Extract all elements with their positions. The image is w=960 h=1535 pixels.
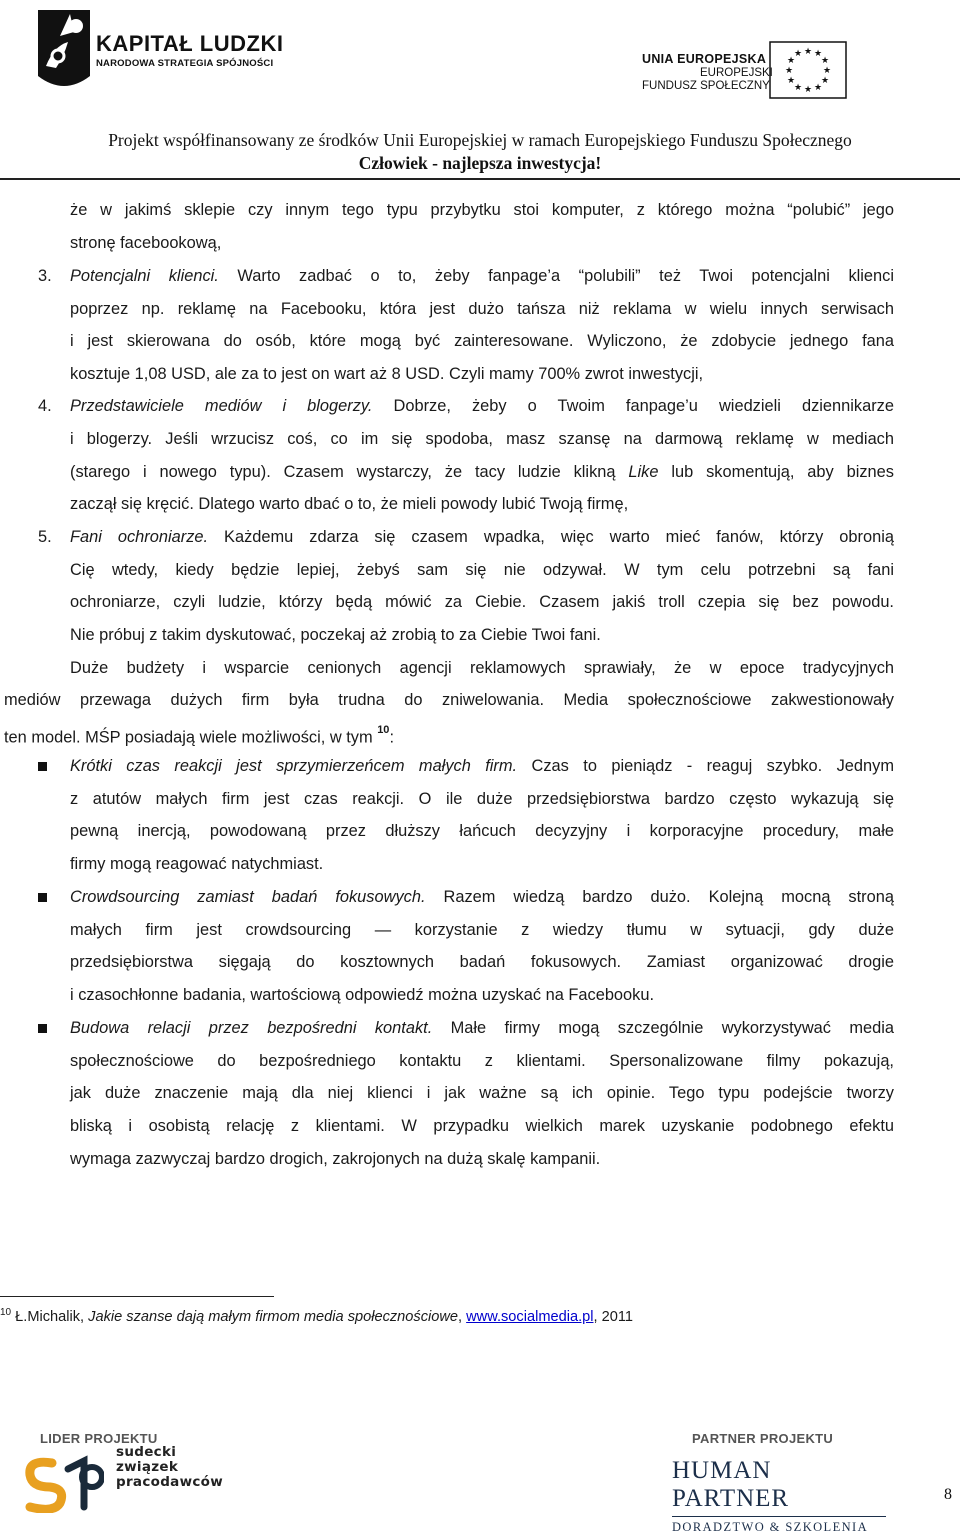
eu-line-1: UNIA EUROPEJSKA [642, 52, 767, 66]
project-slogan: Człowiek - najlepsza inwestycja! [358, 153, 602, 173]
bullet-1-line [70, 756, 894, 776]
paragraph-line: Duże budżety i wsparcie cenionych agencji reklamowych sprawiały, że w epoce tradycyjnych [70, 659, 894, 677]
kapital-ludzki-title: KAPITAŁ LUDZKI [96, 31, 284, 56]
paragraph-line: mediów przewaga dużych firm była trudna do zniwelowania. Media społecznościowe zakwestionowały [4, 691, 894, 709]
text-line: z atutów małych firm jest czas reakcji. O ile duże przedsiębiorstwa bardzo często wykazują się [70, 790, 894, 808]
kapital-ludzki-subtitle: NARODOWA STRATEGIA SPÓJNOŚCI [96, 58, 274, 69]
list-item-text: Warto zadbać o to, żeby fanpage’a “polubili” też Twoi potencjalni klienci [218, 267, 894, 285]
human-partner-rule [672, 1516, 886, 1517]
text-line: wymaga zazwyczaj bardzo drogich, zakrojonych na dużą skalę kampanii. [70, 1150, 601, 1168]
paragraph-line-with-footnote [4, 723, 394, 747]
page-number: 8 [944, 1486, 952, 1503]
page-header [0, 0, 960, 180]
text-line: poprzez np. reklamę na Facebooku, która jest dużo tańsza niż reklama w wielu innych serwisach [70, 300, 894, 318]
list-item-3-line [70, 266, 894, 286]
eu-stars-icon [768, 40, 848, 100]
text-line: i blogerzy. Jeśli wrzucisz coś, co im się spodoba, masz szansę na darmową reklamę w mediach [70, 430, 894, 448]
svg-text:★: ★ [793, 83, 803, 93]
text-line: firmy mogą reagować natychmiast. [70, 855, 324, 873]
list-number: 3. [38, 267, 52, 285]
text-line-with-italic [70, 462, 894, 482]
text-line: małych firm jest crowdsourcing — korzystanie z wiedzy tłumu w sytuacji, gdy duże [70, 921, 894, 939]
svg-text:★: ★ [822, 66, 832, 76]
svg-text:★: ★ [813, 49, 823, 59]
list-item-heading: Fani ochroniarze. [70, 528, 209, 546]
list-item-heading: Przedstawiciele mediów i blogerzy. [70, 397, 373, 415]
svg-text:★: ★ [786, 76, 796, 86]
square-bullet-icon [38, 893, 47, 902]
human-partner-subtitle: DORADZTWO & SZKOLENIA [672, 1520, 869, 1534]
text-line: że w jakimś sklepie czy innym tego typu przybytku stoi komputer, z którego można “polubić” jego [70, 201, 894, 219]
list-item-4-line [70, 396, 894, 416]
footnote-title: Jakie szanse dają małym firmom media społecznościowe [88, 1309, 459, 1325]
svg-text:★: ★ [820, 76, 830, 86]
bullet-text: Razem wiedzą bardzo dużo. Kolejną mocną stroną [425, 888, 894, 906]
text-line: stronę facebookową, [70, 234, 222, 252]
list-number: 5. [38, 528, 52, 546]
text-span: : [389, 728, 394, 747]
text-line: zaczął się kręcić. Dlatego warto dbać o to, że mieli powody lubić Twoją firmę, [70, 495, 629, 513]
text-line: ochroniarze, czyli ludzie, którzy będą mówić za Ciebie. Czasem jakiś troll czepia się bez powodu. [70, 593, 894, 611]
text-line: pewną inercją, powodowaną przez dłuższy łańcuch decyzyjny i korporacyjne procedury, małe [70, 822, 894, 840]
bullet-heading: Budowa relacji przez bezpośredni kontakt. [70, 1019, 433, 1037]
svg-text:★: ★ [803, 85, 813, 95]
eu-line-2: EUROPEJSKI [700, 67, 773, 79]
text-line: Cię wtedy, kiedy będzie lepiej, żebyś sam się nie odzywał. W tym celu potrzebni są fani [70, 561, 894, 579]
kapital-ludzki-text [96, 32, 283, 69]
text-line: społecznościowe do bezpośredniego kontaktu z klientami. Spersonalizowane filmy pokazują, [70, 1052, 894, 1070]
list-item-5-line [70, 527, 894, 547]
text-span: (starego i nowego typu). Czasem wystarczy, że tacy ludzie klikną [70, 463, 629, 481]
header-divider [0, 178, 960, 180]
text-span: ten model. MŚP posiadają wiele możliwości, w tym [4, 728, 378, 747]
bullet-heading: Krótki czas reakcji jest sprzymierzeńcem małych firm. [70, 757, 518, 775]
eu-fund-text [642, 52, 773, 93]
bullet-3-line [70, 1018, 894, 1038]
text-line: kosztuje 1,08 USD, ale za to jest on wart aż 8 USD. Czyli mamy 700% zwrot inwestycji, [70, 365, 704, 383]
szp-mark-icon [24, 1455, 104, 1513]
footnote-divider [0, 1296, 274, 1297]
text-span: lub skomentują, aby biznes [658, 463, 894, 481]
text-line: jak duże znaczenie mają dla niej klienci i jak ważne są ich opinie. Tego typu podejście tworzy [70, 1084, 894, 1102]
svg-text:★: ★ [813, 83, 823, 93]
footnote-reference[interactable]: 10 [377, 724, 390, 736]
human-partner-title: HUMAN PARTNER [672, 1457, 790, 1512]
text-line: i jest skierowana do osób, które mogą być zainteresowane. Wyliczono, że zdobycie jednego fana [70, 332, 894, 350]
list-item-text: Dobrze, żeby o Twoim fanpage’u wiedzieli dziennikarze [372, 397, 894, 415]
svg-text:★: ★ [820, 56, 830, 66]
project-cofinancing-line: Projekt współfinansowany ze środków Unii Europejskiej w ramach Europejskiego Funduszu Społecznego [108, 130, 852, 150]
list-number: 4. [38, 397, 52, 415]
text-line: i czasochłonne badania, wartościową odpowiedź można uzyskać na Facebooku. [70, 986, 655, 1004]
bullet-2-line [70, 887, 894, 907]
eu-line-3: FUNDUSZ SPOŁECZNY [642, 80, 770, 92]
kapital-ludzki-logo [34, 6, 94, 96]
square-bullet-icon [38, 762, 47, 771]
leader-label: LIDER PROJEKTU [40, 1431, 158, 1446]
svg-text:★: ★ [786, 56, 796, 66]
szp-line-3: pracodawców [116, 1474, 224, 1490]
bullet-text: Czas to pieniądz - reaguj szybko. Jednym [517, 757, 894, 775]
footnote-separator: , [458, 1309, 467, 1325]
bullet-heading: Crowdsourcing zamiast badań fokusowych. [70, 888, 426, 906]
text-line: bliską i osobistą relację z klientami. W przypadku wielkich marek uzyskanie podobnego efektu [70, 1117, 894, 1135]
szp-name [116, 1445, 223, 1490]
list-item-text: Każdemu zdarza się czasem wpadka, więc warto mieć fanów, którzy obronią [208, 528, 894, 546]
text-line: Nie próbuj z takim dyskutować, poczekaj aż zrobią to za Ciebie Twoi fani. [70, 626, 601, 644]
list-item-heading: Potencjalni klienci. [70, 267, 219, 285]
square-bullet-icon [38, 1024, 47, 1033]
svg-text:★: ★ [793, 49, 803, 59]
footnote-year: , 2011 [593, 1309, 633, 1325]
footnote-number: 10 [0, 1307, 12, 1318]
bullet-text: Małe firmy mogą szczególnie wykorzystywać media [432, 1019, 894, 1037]
szp-line-2: związek [116, 1459, 179, 1475]
human-partner-logo [672, 1457, 892, 1535]
text-line: przedsiębiorstwa sięgają do kosztownych badań fokusowych. Zamiast organizować drogie [70, 953, 894, 971]
partner-label: PARTNER PROJEKTU [692, 1431, 834, 1446]
footnote-link[interactable]: www.socialmedia.pl [466, 1309, 594, 1325]
szp-line-1: sudecki [116, 1444, 177, 1460]
like-word: Like [628, 463, 659, 481]
footnote [0, 1307, 633, 1327]
svg-text:★: ★ [784, 66, 794, 76]
footnote-author: Ł.Michalik, [11, 1309, 89, 1325]
svg-text:★: ★ [803, 47, 813, 57]
